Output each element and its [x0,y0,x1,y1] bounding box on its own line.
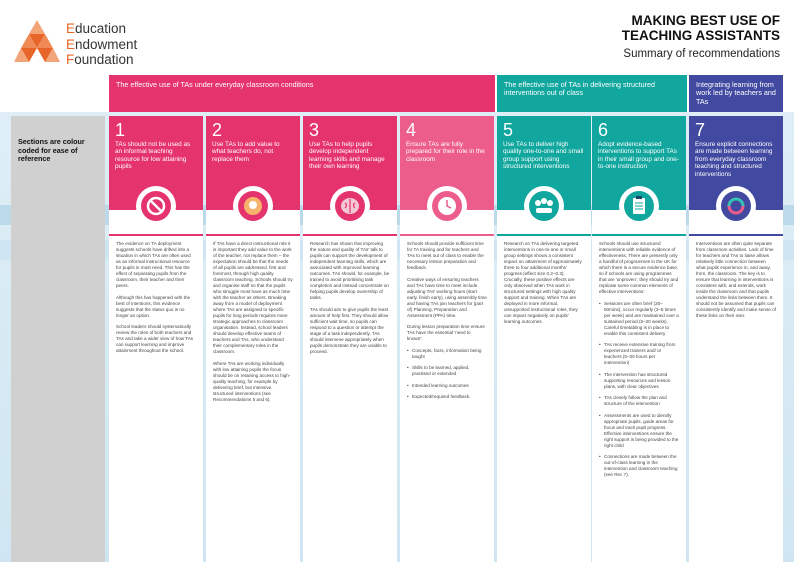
recommendation-body [497,210,591,562]
recommendation-body [400,210,494,562]
recommendation-1 [109,116,203,562]
clipboard-icon [619,186,659,226]
recommendation-body [303,210,397,562]
subtitle: Summary of recommendations [623,48,780,60]
title-line-2: TEACHING ASSISTANTS [621,28,780,43]
recommendation-title: Use TAs to add value to what teachers do, not replace them [212,141,280,163]
bullet-item: • The intervention has structured supporting resources and lesson plans, with clear objectives [599,372,679,390]
body-paragraph: Interventions are often quite separate from classroom activities. Lack of time for teachers and TAs to liaise allows relatively little connection between what pupils experience in, and away, from, the classroom. The key is to ensure that learning in interventions is consistent with, and extends, work inside the classroom and that pupils understand the links between them. It should not be assumed that pupils can consistently identify and make sense of these links on their own. [696,241,776,318]
recommendation-body [206,210,300,562]
recommendation-number: 6 [598,120,609,140]
recommendation-4 [400,116,494,562]
group-icon [524,186,564,226]
group-header-everyday: The effective use of TAs under everyday classroom conditions [109,75,495,112]
bullet-item: • Expected/required feedback. [407,394,487,400]
body-paragraph: Creative ways of ensuring teachers and TAs have time to meet include adjusting TAs' working hours (start early, finish early), using assembly time and having TAs join teachers for (part of) Planning, Preparation and Assessment (PPA) time. [407,276,487,318]
body-paragraph: Research on TAs delivering targeted interventions in one-to-one or small group settings shows a consistent impact on attainment of approximately three to four additional months' progress (effect size 0.2–0.3). Crucially, these positive effects are only observed when TAs work in structured settings with high quality support and training. When TAs are deployed in more informal, unsupported instructional roles, they can impact negatively on pupils' learning outcomes. [504,241,582,324]
body-paragraph: Schools should provide sufficient time for TA training and for teachers and TAs to meet out of class to enable the necessary lesson preparation and feedback. [407,241,484,270]
recommendation-body [109,210,203,562]
recommendation-title: Use TAs to deliver high quality one-to-one and small group support using structured interventions [503,141,584,171]
recommendation-2 [206,116,300,562]
logo-wordmark: Education Endowment Foundation [66,21,138,67]
body-paragraph: Where TAs are working individually with low attaining pupils the focus should be on retaining access to high-quality teaching, for example by delivering brief, but intensive, structured interventions (see Recommendations 5 and 6). [213,360,291,402]
bullet-item: • Concepts, facts, information being taught [407,348,487,360]
recommendation-title: TAs should not be used as an informal teaching resource for low attaining pupils [115,141,191,171]
page-title [460,13,780,62]
bullet-item: • Skills to be learned, applied, practised or extended [407,365,487,377]
group-header-integrating: Integrating learning from work led by teachers and TAs [689,75,783,112]
recommendation-7 [689,116,783,562]
recommendation-number: 1 [115,120,126,140]
recommendation-number: 4 [406,120,417,140]
bullet-item: • TAs receive extensive training from experienced trainers and/ or teachers (5–30 hours per intervention) [599,342,679,366]
body-paragraph: Although this has happened with the best of intentions, this evidence suggests that the status quo is no longer an option. [116,294,191,318]
side-note-text: Sections are colour coded for ease of reference [18,137,85,163]
body-paragraph: During lesson preparation time ensure TAs have the essential 'need to knows': [407,324,485,341]
bullet-item: • Intended learning outcomes [407,383,487,389]
body-paragraph: Schools should use structured interventions with reliable evidence of effectiveness. There are presently only a handful of programmes in the UK for which there is a secure evidence base, so if schools are using programmes that are 'unproven', they should try and replicate some common elements of effective interventions: [599,241,679,294]
recommendation-number: 5 [503,120,514,140]
group-header-interventions: The effective use of TAs in delivering structured interventions out of class [497,75,687,112]
body-paragraph: School leaders should systematically review the roles of both teachers and TAs and take a wider view of how TAs can support learning and improve attainment throughout the school. [116,324,194,353]
recommendation-number: 2 [212,120,223,140]
no-entry-icon [136,186,176,226]
bullet-list [599,301,679,479]
body-paragraph: TAs should aim to give pupils the least amount of help first. They should allow sufficient wait time, so pupils can respond to a question or attempt the stage of a task independently. TAs should intervene appropriately when pupils demonstrate they are unable to proceed. [310,306,389,354]
bullet-list [407,348,487,401]
recommendation-5 [497,116,591,562]
recommendation-title: Ensure TAs are fully prepared for their role in the classroom [406,141,485,163]
recommendation-body [592,210,686,562]
bullet-item: • Connections are made between the out-of-class learning in the intervention and classroom teaching (see Rec 7). [599,454,679,478]
brain-icon [330,186,370,226]
recommendation-3 [303,116,397,562]
body-paragraph: Research has shown that improving the nature and quality of TAs' talk to pupils can support the development of independent learning skills, which are associated with improved learning outcomes. TAs should, for example, be trained to avoid prioritising task completion and instead concentrate on helping pupils develop ownership of tasks. [310,241,390,300]
cycle-icon [716,186,756,226]
recommendation-title: Adopt evidence-based interventions to support TAs in their small group and one-to-one instruction [598,141,679,171]
recommendation-number: 3 [309,120,320,140]
bullet-item: • Assessments are used to identify appropriate pupils, guide areas for focus and track pupil progress. Effective interventions ensure the right support is being provided to the right child [599,413,679,449]
person-icon [233,186,273,226]
body-paragraph: The evidence on TA deployment suggests schools have drifted into a situation in which TAs are often used as an informal instructional resource for pupils in most need. This has the effect of separating pupils from the classroom, their teacher and their peers. [116,241,191,288]
side-note-panel [11,116,105,562]
eef-logo [14,18,60,64]
recommendation-title: Ensure explicit connections are made between learning from everyday classroom teaching and structured interventions [695,141,773,178]
clock-icon [427,186,467,226]
recommendation-title: Use TAs to help pupils develop independent learning skills and manage their own learning [309,141,385,171]
title-line-1: MAKING BEST USE OF [631,13,780,28]
body-paragraph: If TAs have a direct instructional role it is important they add value to the work of the teacher, not replace them – the expectation should be that the needs of all pupils are addressed, first and foremost, through high quality classroom teaching. Schools should try and organise staff so that the pupils who struggle most have as much time with the teacher as others. Breaking away from a model of deployment where TAs are assigned to specific pupils for long periods requires more strategic approaches to classroom organisation. Instead, school leaders should develop effective teams of teachers and TAs, who understand their complementary roles in the classroom. [213,241,293,354]
recommendation-6 [592,116,686,562]
bullet-item: • Sessions are often brief (20–50mins), occur regularly (3–5 times per week) and are maintained over a sustained period (8–20 weeks). Careful timetabling is in place to enable this consistent delivery [599,301,679,337]
recommendation-body [689,210,783,562]
recommendation-number: 7 [695,120,706,140]
bullet-item: • TAs closely follow the plan and structure of the intervention [599,395,679,407]
triangle-logo-icon [14,18,60,64]
